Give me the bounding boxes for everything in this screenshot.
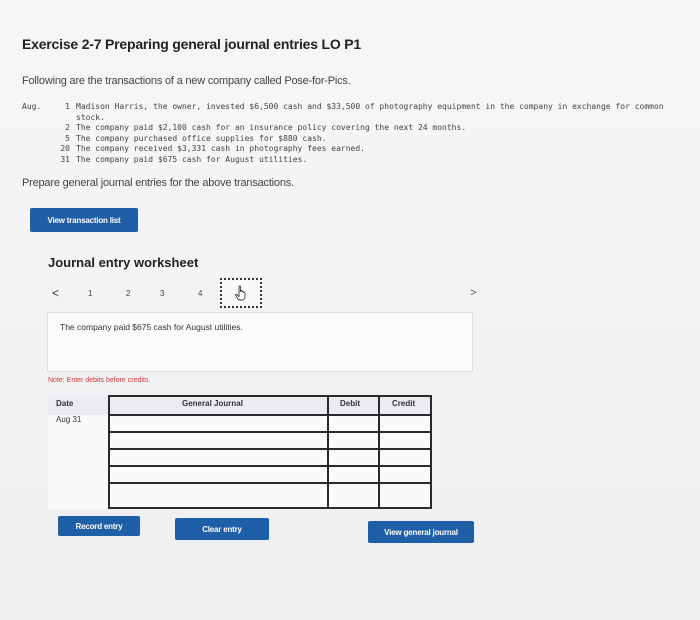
row-divider [108, 482, 432, 484]
col-date: Date [56, 399, 74, 408]
page-3[interactable]: 3 [160, 289, 165, 298]
transaction-row [22, 155, 700, 166]
hand-pointer-icon [234, 285, 248, 301]
debit-credit-note: Note: Enter debits before credits. [48, 377, 151, 384]
transaction-day: 1 [65, 102, 70, 111]
column-divider [108, 395, 110, 509]
journal-table-header [48, 395, 432, 415]
prev-arrow-icon[interactable]: < [52, 286, 60, 300]
clear-entry-button[interactable]: Clear entry [175, 518, 269, 540]
record-entry-button[interactable]: Record entry [58, 516, 140, 536]
view-general-journal-button[interactable]: View general journal [368, 521, 474, 543]
page-2[interactable]: 2 [126, 289, 131, 298]
column-divider [327, 395, 329, 509]
transaction-month [22, 155, 56, 166]
transaction-description-box [47, 312, 473, 372]
transaction-row [22, 144, 700, 155]
transaction-row [22, 134, 700, 145]
row-divider [108, 448, 432, 450]
transaction-day: 2 [65, 123, 70, 132]
transaction-month [22, 144, 56, 155]
transaction-row [22, 102, 700, 113]
transaction-desc: The company paid $2,100 cash for an insurance policy covering the next 24 months. [76, 123, 467, 132]
worksheet-pager [48, 280, 488, 306]
transaction-desc: The company purchased office supplies for $880 cash. [76, 133, 327, 143]
transaction-month [22, 134, 56, 145]
transaction-description: The company paid $675 cash for August utilities. [60, 322, 243, 332]
transaction-row [22, 123, 700, 134]
col-credit: Credit [392, 399, 416, 408]
transaction-day: 20 [60, 144, 70, 153]
transaction-month [22, 123, 56, 134]
column-divider [430, 395, 432, 509]
column-divider [378, 395, 380, 509]
transaction-desc: The company paid $675 cash for August utilities. [76, 154, 308, 164]
transaction-desc: The company received $3,331 cash in photography fees earned. [76, 144, 365, 153]
row-divider [108, 395, 432, 397]
transaction-desc-cont: stock. [76, 112, 105, 122]
col-debit: Debit [340, 399, 360, 408]
row-divider [108, 414, 432, 416]
next-arrow-icon[interactable]: > [470, 287, 477, 299]
transaction-desc: Madison Harris, the owner, invested $6,500 cash and $33,500 of photography equipment in the company in exchange for common [76, 102, 664, 111]
col-general-journal: General Journal [182, 399, 243, 408]
transaction-day: 31 [60, 154, 70, 164]
date-value: Aug 31 [56, 415, 82, 424]
row-divider [108, 431, 432, 433]
view-transaction-list-button[interactable]: View transaction list [30, 208, 138, 232]
page-4[interactable]: 4 [198, 289, 203, 298]
transaction-day: 5 [65, 133, 70, 143]
row-divider [108, 465, 432, 467]
transactions-list [22, 102, 700, 165]
worksheet-title: Journal entry worksheet [48, 255, 199, 270]
transaction-month: Aug. [22, 102, 42, 111]
row-divider [108, 507, 432, 509]
page-5-active[interactable] [220, 278, 262, 308]
instructions-text: Prepare general journal entries for the above transactions. [22, 177, 294, 189]
intro-text: Following are the transactions of a new company called Pose-for-Pics. [22, 75, 351, 87]
transaction-continuation [22, 113, 700, 124]
exercise-title: Exercise 2-7 Preparing general journal entries LO P1 [22, 36, 361, 52]
journal-entry-table [48, 395, 432, 509]
page-1[interactable]: 1 [88, 289, 93, 298]
